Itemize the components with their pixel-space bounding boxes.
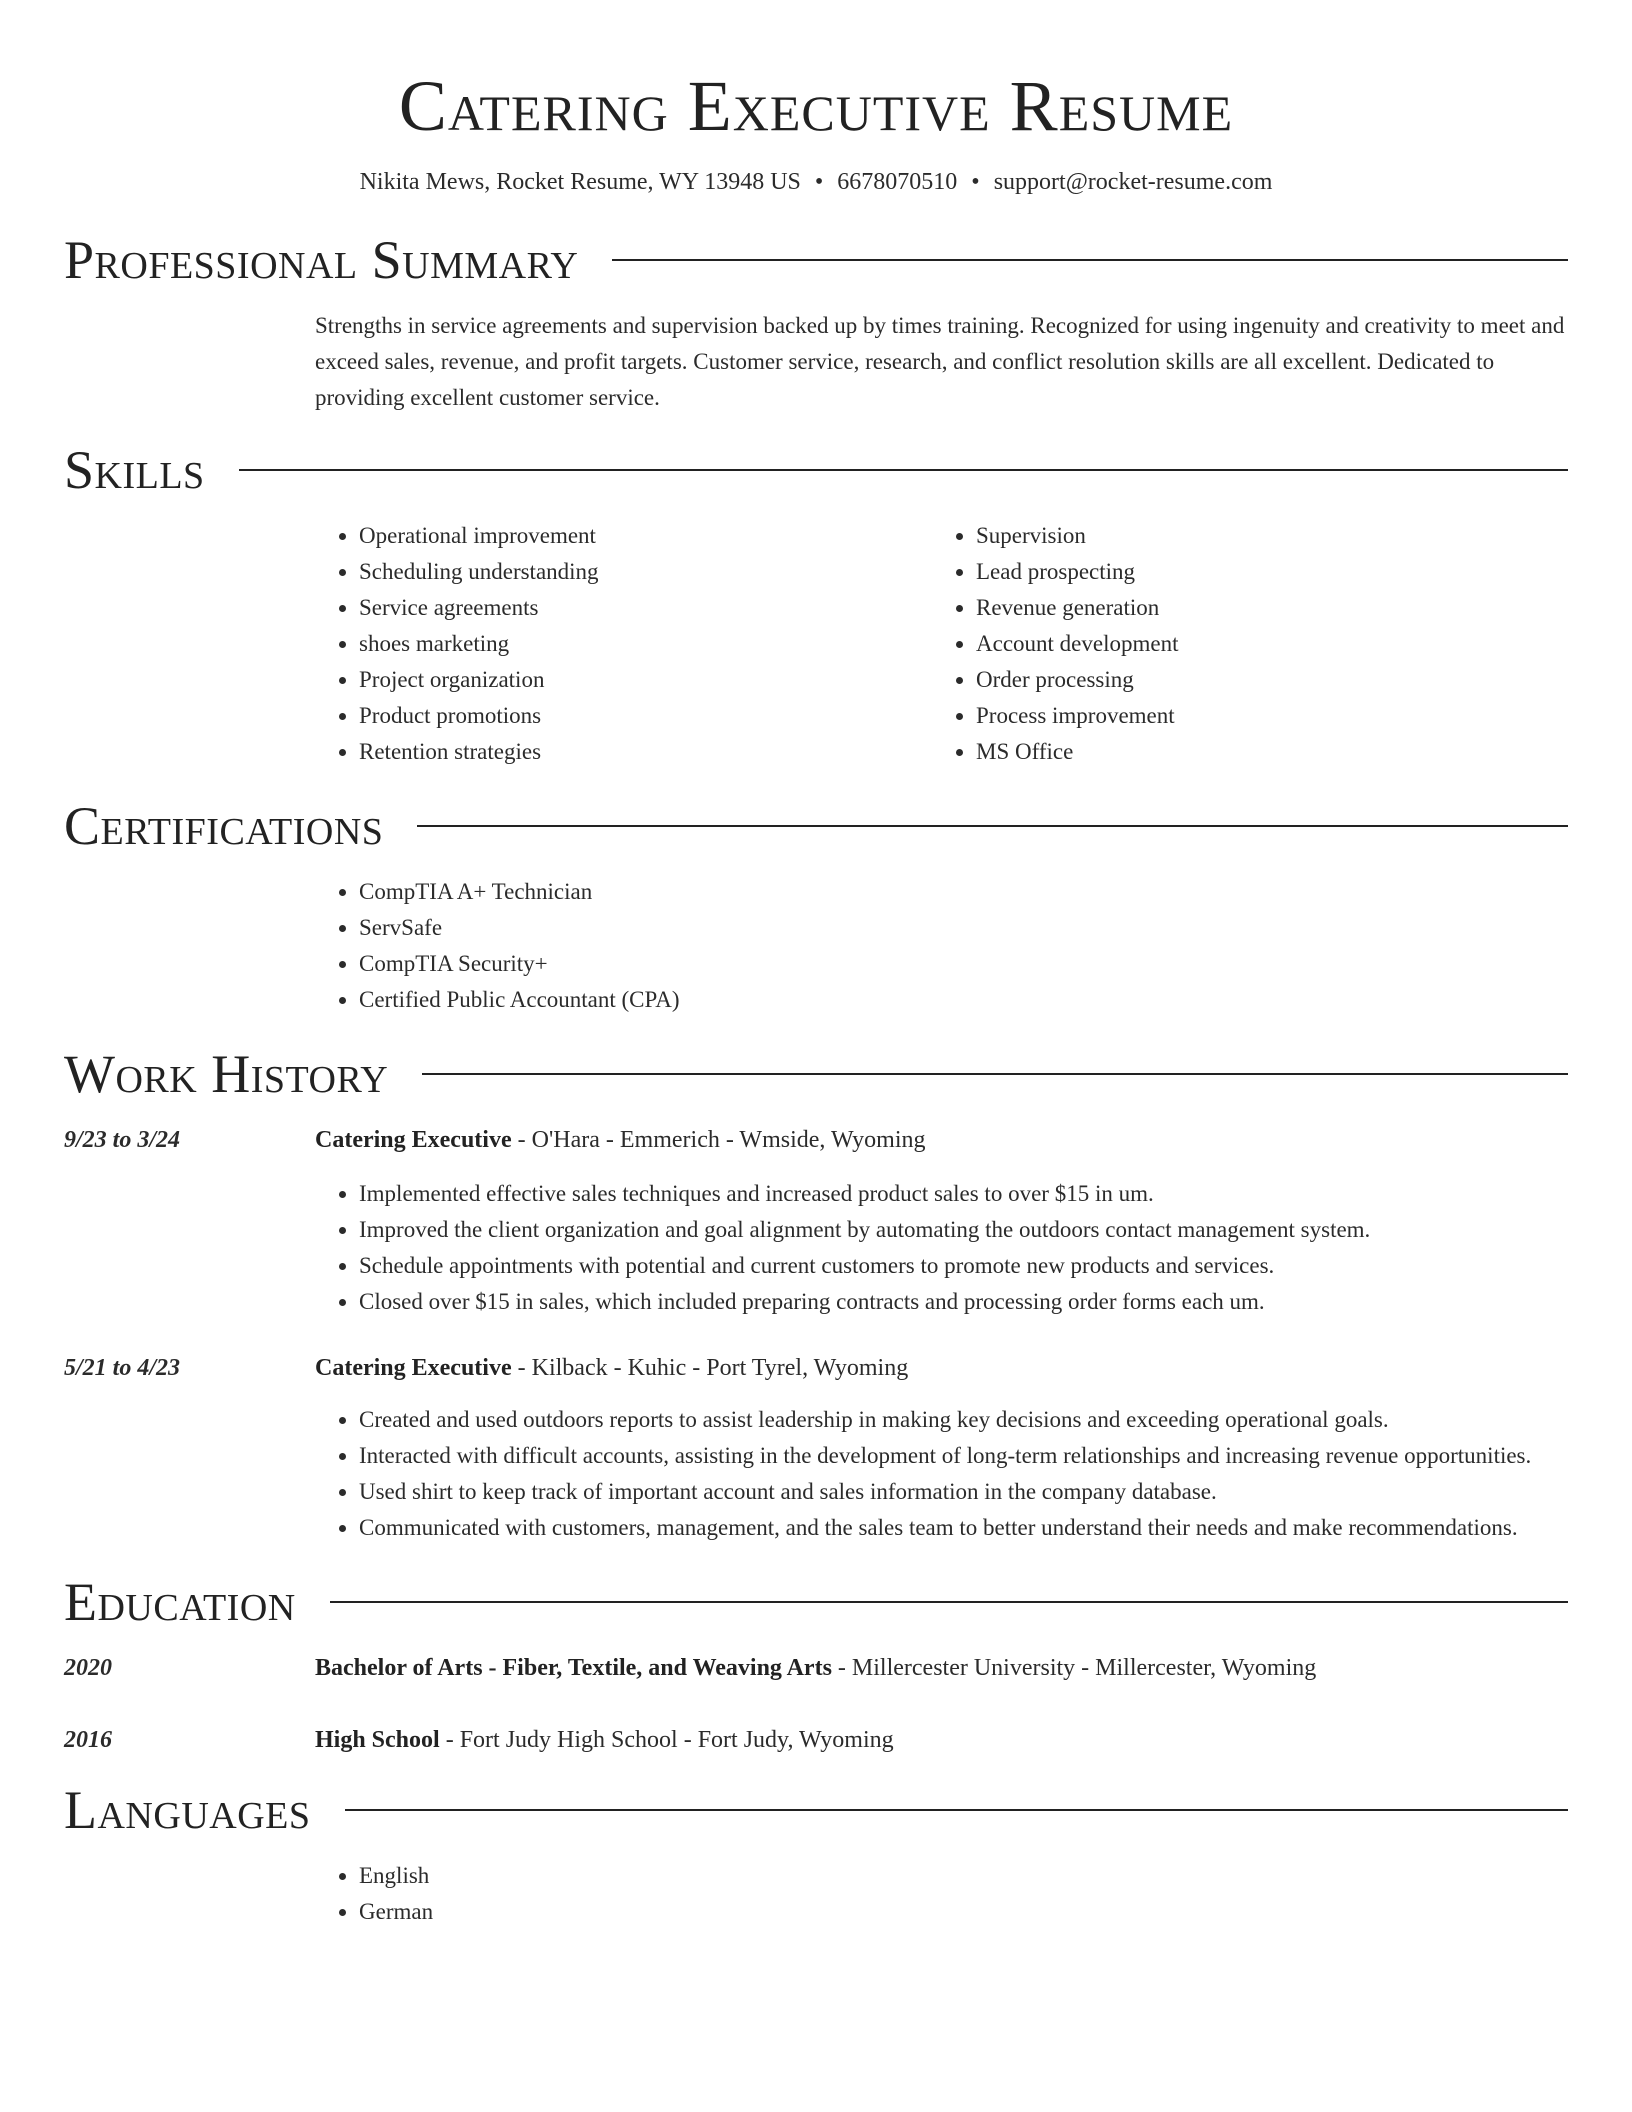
- skill-item: • Order processing: [976, 662, 1549, 698]
- skills-header: [64, 438, 1568, 502]
- education-degree: High School: [315, 1727, 440, 1753]
- certifications-heading: Certifications: [64, 796, 384, 856]
- skills-column-right: [932, 518, 1549, 770]
- job-entry: [64, 1122, 1568, 1320]
- section-divider: [422, 1073, 1568, 1075]
- education-content: [315, 1650, 1568, 1686]
- certification-item: • Certified Public Accountant (CPA): [359, 982, 1568, 1018]
- certifications-section: [64, 794, 1568, 1018]
- certifications-header: [64, 794, 1568, 858]
- languages-body: [315, 1858, 1568, 1930]
- education-degree: Bachelor of Arts - Fiber, Textile, and Weaving Arts: [315, 1655, 832, 1681]
- job-entry: [64, 1350, 1568, 1546]
- job-bullet: • Communicated with customers, management, and the sales team to better understand their needs and make recommendations.: [359, 1510, 1568, 1546]
- skill-item: • Lead prospecting: [976, 554, 1549, 590]
- languages-section: [64, 1778, 1568, 1930]
- certifications-body: [315, 874, 1568, 1018]
- section-divider: [330, 1601, 1568, 1603]
- work-history-heading: Work History: [64, 1044, 389, 1104]
- section-divider: [612, 259, 1568, 261]
- languages-heading: Languages: [64, 1780, 311, 1840]
- education-heading-line: [315, 1650, 1568, 1686]
- summary-heading: Professional Summary: [64, 230, 579, 290]
- education-details: - Millercester University - Millercester, Wyoming: [831, 1655, 1317, 1681]
- work-history-header: [64, 1042, 1568, 1106]
- job-content: [315, 1122, 1568, 1320]
- contact-line: [64, 166, 1568, 198]
- job-details: - Kilback - Kuhic - Port Tyrel, Wyoming: [511, 1355, 909, 1381]
- job-bullet: • Closed over $15 in sales, which included preparing contracts and processing order forms each um.: [359, 1284, 1568, 1320]
- skill-item: • shoes marketing: [359, 626, 932, 662]
- education-date: 2020: [64, 1655, 112, 1681]
- education-content: [315, 1722, 1568, 1758]
- section-divider: [239, 469, 1568, 471]
- education-details: - Fort Judy High School - Fort Judy, Wyoming: [439, 1727, 894, 1753]
- skills-section: [64, 438, 1568, 770]
- job-heading: [315, 1350, 1568, 1386]
- skills-column-left: [315, 518, 932, 770]
- skill-item: • Project organization: [359, 662, 932, 698]
- summary-header: [64, 228, 1568, 292]
- contact-phone: 6678070510: [837, 169, 958, 195]
- education-heading: Education: [64, 1572, 296, 1632]
- summary-body: [315, 308, 1568, 416]
- contact-email: support@rocket-resume.com: [993, 169, 1273, 195]
- skill-item: • Retention strategies: [359, 734, 932, 770]
- resume-page: [64, 0, 1568, 1930]
- job-bullet: • Created and used outdoors reports to assist leadership in making key decisions and exceeding operational goals.: [359, 1402, 1568, 1438]
- section-divider: [417, 825, 1568, 827]
- certification-item: • CompTIA A+ Technician: [359, 874, 1568, 910]
- skill-item: • Account development: [976, 626, 1549, 662]
- summary-section: [64, 228, 1568, 416]
- skill-item: • Process improvement: [976, 698, 1549, 734]
- languages-header: [64, 1778, 1568, 1842]
- job-bullet: • Used shirt to keep track of important account and sales information in the company database.: [359, 1474, 1568, 1510]
- job-title: Catering Executive: [315, 1355, 512, 1381]
- education-entry: [64, 1722, 1568, 1758]
- skill-item: • Scheduling understanding: [359, 554, 932, 590]
- skills-heading: Skills: [64, 440, 205, 500]
- certification-item: • ServSafe: [359, 910, 1568, 946]
- skill-item: • MS Office: [976, 734, 1549, 770]
- education-heading-line: [315, 1722, 1568, 1758]
- skill-item: • Supervision: [976, 518, 1549, 554]
- job-bullet: • Implemented effective sales techniques and increased product sales to over $15 in um.: [359, 1176, 1568, 1212]
- education-date: 2016: [64, 1727, 112, 1753]
- job-content: [315, 1350, 1568, 1546]
- education-header: [64, 1570, 1568, 1634]
- skill-item: • Service agreements: [359, 590, 932, 626]
- contact-separator: •: [814, 169, 824, 195]
- job-date: 9/23 to 3/24: [64, 1127, 181, 1153]
- job-title: Catering Executive: [315, 1127, 512, 1153]
- education-entry: [64, 1650, 1568, 1686]
- language-item: • German: [359, 1894, 1568, 1930]
- education-section: [64, 1570, 1568, 1758]
- job-heading: [315, 1122, 1568, 1158]
- section-divider: [345, 1809, 1569, 1811]
- language-item: • English: [359, 1858, 1568, 1894]
- job-details: - O'Hara - Emmerich - Wmside, Wyoming: [511, 1127, 926, 1153]
- skill-item: • Operational improvement: [359, 518, 932, 554]
- work-history-section: [64, 1042, 1568, 1546]
- job-bullet: • Schedule appointments with potential and current customers to promote new products and services.: [359, 1248, 1568, 1284]
- job-bullet: • Interacted with difficult accounts, assisting in the development of long-term relationships and increasing revenue opportunities.: [359, 1438, 1568, 1474]
- skill-item: • Revenue generation: [976, 590, 1549, 626]
- contact-address: Nikita Mews, Rocket Resume, WY 13948 US: [359, 169, 801, 195]
- job-date: 5/21 to 4/23: [64, 1355, 181, 1381]
- certification-item: • CompTIA Security+: [359, 946, 1568, 982]
- skill-item: • Product promotions: [359, 698, 932, 734]
- contact-separator: •: [971, 169, 980, 195]
- summary-text: Strengths in service agreements and supervision backed up by times training. Recognized for using ingenuity and creativity to meet and exceed sales, revenue, and profit targets. Customer service, research, and conflict resolution skills are all excellent. Dedicated to providing excellent customer service.: [315, 313, 1565, 410]
- skills-grid: [315, 518, 1568, 770]
- job-bullet: • Improved the client organization and goal alignment by automating the outdoors contact management system.: [359, 1212, 1568, 1248]
- resume-title: Catering Executive Resume: [398, 66, 1234, 146]
